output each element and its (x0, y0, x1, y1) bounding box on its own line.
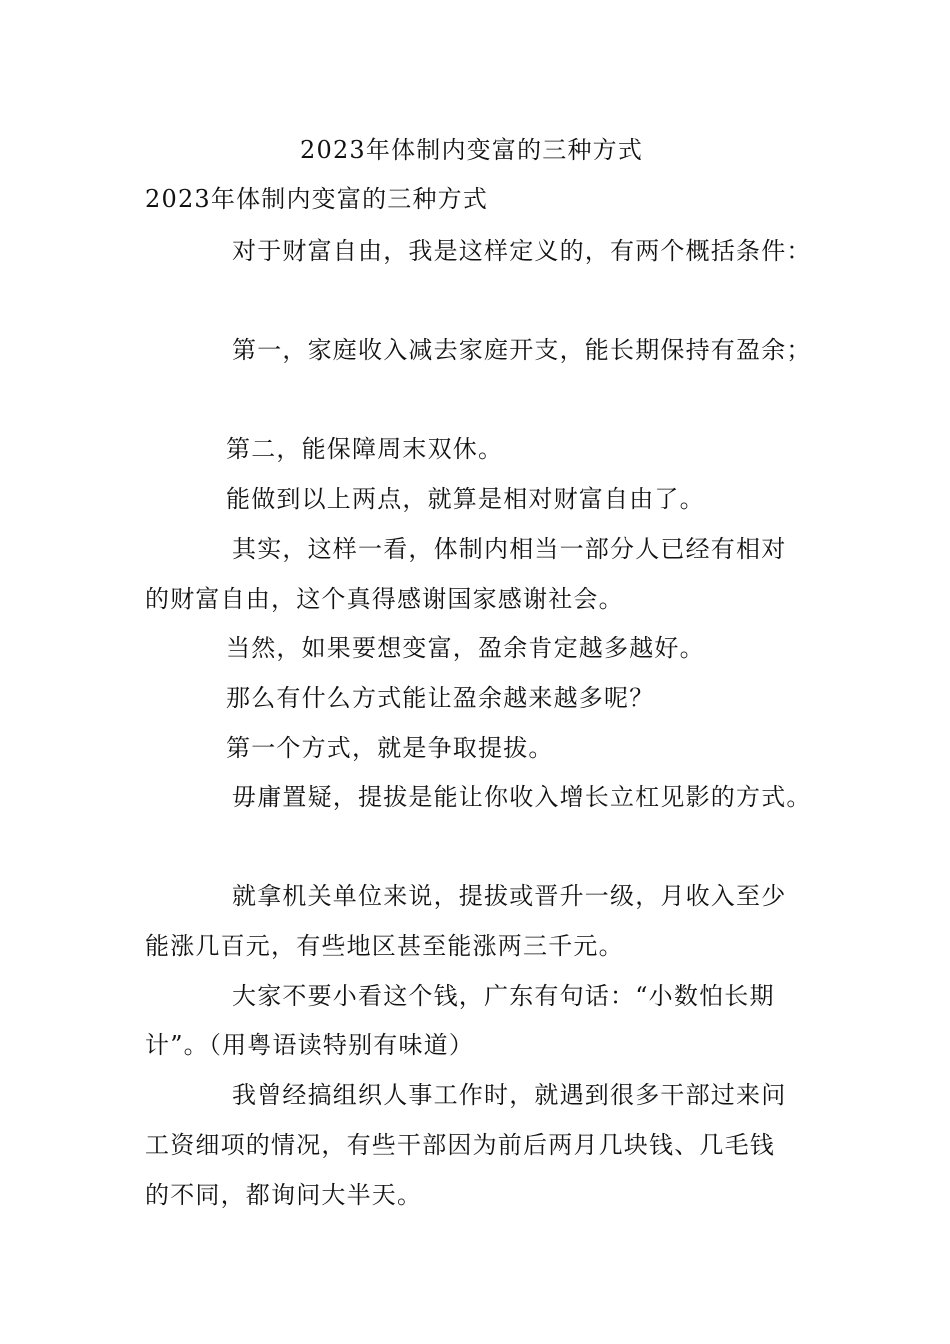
paragraph-line: 工资细项的情况，有些干部因为前后两月几块钱、几毛钱 (145, 1131, 775, 1159)
paragraph-line: 第二，能保障周末双休。 (226, 435, 504, 463)
paragraph-line: 毋庸置疑，提拔是能让你收入增长立杠见影的方式。 (232, 783, 812, 811)
paragraph-line: 大家不要小看这个钱，广东有句话：“小数怕长期 (232, 982, 775, 1010)
paragraph-line: 能做到以上两点，就算是相对财富自由了。 (226, 485, 705, 513)
paragraph-line: 当然，如果要想变富，盈余肯定越多越好。 (226, 634, 705, 662)
paragraph-line: 的不同，都询问大半天。 (145, 1181, 423, 1209)
paragraph-line: 对于财富自由，我是这样定义的，有两个概括条件： (232, 237, 812, 265)
document-subtitle: 2023年体制内变富的三种方式 (145, 185, 489, 213)
paragraph-line: 的财富自由，这个真得感谢国家感谢社会。 (145, 585, 624, 613)
paragraph-line: 那么有什么方式能让盈余越来越多呢？ (226, 684, 655, 712)
paragraph-line: 能涨几百元，有些地区甚至能涨两三千元。 (145, 932, 624, 960)
paragraph-line: 就拿机关单位来说，提拔或晋升一级，月收入至少 (232, 882, 787, 910)
paragraph-line: 其实，这样一看，体制内相当一部分人已经有相对 (232, 535, 787, 563)
paragraph-line: 第一个方式，就是争取提拔。 (226, 734, 554, 762)
paragraph-line: 计”。（用粤语读特别有味道） (145, 1031, 475, 1059)
document-title: 2023年体制内变富的三种方式 (300, 136, 644, 164)
paragraph-line: 第一，家庭收入减去家庭开支，能长期保持有盈余； (232, 336, 812, 364)
paragraph-line: 我曾经搞组织人事工作时，就遇到很多干部过来问 (232, 1081, 787, 1109)
